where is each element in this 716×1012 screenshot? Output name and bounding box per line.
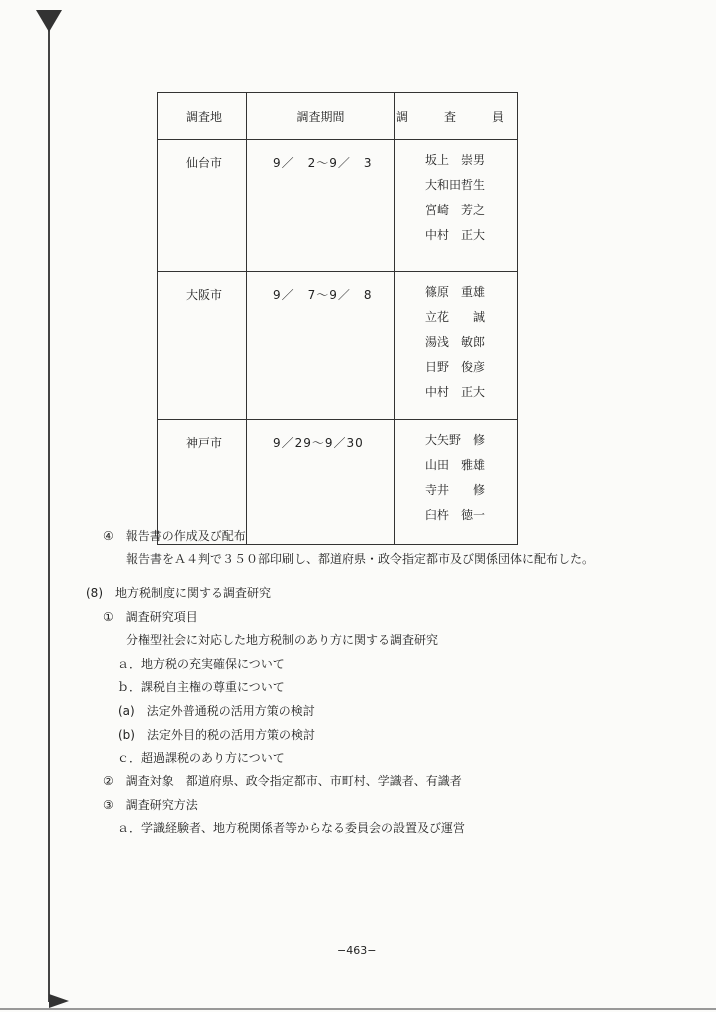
staff-name: 日野 俊彦 (425, 360, 486, 374)
staff-name: 臼杵 徳一 (425, 508, 486, 522)
location-cell: 大阪市 (158, 272, 247, 420)
header-location: 調査地 (158, 93, 247, 140)
table-row (158, 272, 518, 420)
staff-name: 中村 正大 (425, 228, 486, 242)
binding-bottom-marker (49, 994, 69, 1008)
staff-name: 中村 正大 (425, 385, 486, 399)
location-cell: 仙台市 (158, 140, 247, 272)
section-8-item-1: ① 調査研究項目 (103, 610, 198, 624)
staff-cell (395, 272, 518, 420)
staff-name: 寺井 修 (425, 483, 486, 497)
page-number: −463− (337, 944, 377, 957)
section-8-item-3: ③ 調査研究方法 (103, 798, 198, 812)
staff-cell (395, 420, 518, 545)
section-8-item-1-body: 分権型社会に対応した地方税制のあり方に関する調査研究 (126, 633, 439, 647)
staff-name: 篠原 重雄 (425, 285, 486, 299)
survey-table (157, 92, 518, 545)
section-8-item-b: ｂ．課税自主権の尊重について (117, 680, 285, 694)
location-cell: 神戸市 (158, 420, 247, 545)
staff-name: 立花 誠 (425, 310, 486, 324)
report-body: 報告書をＡ４判で３５０部印刷し、都道府県・政令指定都市及び関係団体に配布した。 (126, 552, 595, 566)
staff-name: 宮崎 芳之 (425, 203, 486, 217)
section-8-item-a: ａ．地方税の充実確保について (117, 657, 285, 671)
staff-name: 山田 雅雄 (425, 458, 486, 472)
section-8-item-2: ② 調査対象 都道府県、政令指定都市、市町村、学識者、有識者 (103, 774, 462, 788)
staff-name: 坂上 崇男 (425, 153, 486, 167)
staff-name: 湯浅 敏郎 (425, 335, 486, 349)
header-staff: 調 査 員 (395, 93, 518, 140)
staff-cell (395, 140, 518, 272)
section-8-item-b-b: (b) 法定外目的税の活用方策の検討 (118, 728, 315, 742)
section-8-item-b-a: (a) 法定外普通税の活用方策の検討 (118, 704, 315, 718)
section-8-item-3-a: ａ．学識経験者、地方税関係者等からなる委員会の設置及び運営 (117, 821, 466, 835)
report-heading: ④ 報告書の作成及び配布 (103, 529, 246, 543)
header-period: 調査期間 (247, 93, 395, 140)
page-bottom-edge (0, 1008, 716, 1010)
staff-name: 大和田哲生 (425, 178, 486, 192)
table-header-row (158, 93, 518, 140)
table-row (158, 140, 518, 272)
period-cell: 9／ 7～9／ 8 (247, 272, 395, 420)
staff-name: 大矢野 修 (425, 433, 486, 447)
period-cell: 9／29～9／30 (247, 420, 395, 545)
section-8-item-c: ｃ．超過課税のあり方について (117, 751, 285, 765)
binding-top-marker (36, 10, 62, 32)
period-cell: 9／ 2～9／ 3 (247, 140, 395, 272)
section-8-heading: (8) 地方税制度に関する調査研究 (86, 586, 271, 600)
table-row (158, 420, 518, 545)
binding-line (48, 12, 50, 1002)
